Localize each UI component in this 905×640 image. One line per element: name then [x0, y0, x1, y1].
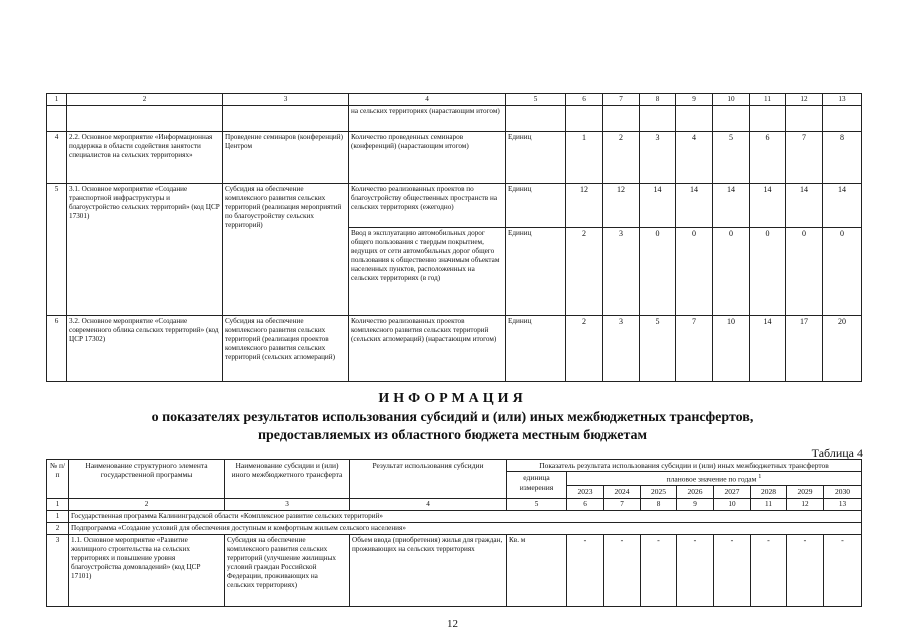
- continuation-table: [46, 93, 862, 382]
- year-cell: 2028: [751, 486, 787, 498]
- col-num: 8: [641, 498, 677, 510]
- col-num: 13: [823, 94, 862, 106]
- unit-cell: Единиц: [506, 132, 566, 184]
- col-num: 4: [349, 94, 506, 106]
- table-row: [47, 534, 862, 606]
- row-number: 6: [47, 316, 67, 382]
- indicator-cell: Количество реализованных проектов по благоустройству общественных пространств на сельских территориях (ежегодно): [349, 184, 506, 228]
- row-number: 3: [47, 534, 69, 606]
- footnote-mark: 1: [758, 473, 762, 481]
- col-num: 3: [223, 94, 349, 106]
- row-number: 5: [47, 184, 67, 316]
- year-cell: 2030: [824, 486, 862, 498]
- value-cell: 14: [750, 184, 786, 228]
- indicator-cell: на сельских территориях (нарастающим итогом): [349, 106, 506, 132]
- value-cell: 0: [676, 228, 713, 316]
- value-cell: 0: [640, 228, 676, 316]
- col-num: 11: [750, 94, 786, 106]
- value-cell: 8: [823, 132, 862, 184]
- table-row: [47, 132, 862, 184]
- value-cell: 6: [750, 132, 786, 184]
- value-cell: -: [677, 534, 714, 606]
- row-number: 4: [47, 132, 67, 184]
- column-number-row: [47, 94, 862, 106]
- year-cell: 2026: [677, 486, 714, 498]
- event-cell: 3.1. Основное мероприятие «Создание транспортной инфраструктуры и благоустройство сельских территорий» (код ЦСР 17301): [67, 184, 223, 316]
- indicator-cell: Количество реализованных проектов комплексного развития сельских территорий (сельских агломераций) (нарастающим итогом): [349, 316, 506, 382]
- indicators-table: [46, 459, 862, 607]
- header-element: Наименование структурного элемента государственной программы: [69, 460, 225, 499]
- value-cell: 2: [566, 228, 603, 316]
- col-num: 10: [714, 498, 751, 510]
- subprogram-row: [47, 522, 862, 534]
- subprogram-name: Подпрограмма «Создание условий для обеспечения доступным и комфортным жильем сельского населения»: [69, 522, 862, 534]
- col-num: 13: [824, 498, 862, 510]
- col-num: 2: [67, 94, 223, 106]
- col-num: 8: [640, 94, 676, 106]
- subtitle-line-1: о показателях результатов использования субсидий и (или) иных межбюджетных трансфертов,: [151, 410, 754, 425]
- value-cell: 0: [823, 228, 862, 316]
- col-num: 9: [676, 94, 713, 106]
- column-number-row: [47, 498, 862, 510]
- col-num: 1: [47, 498, 69, 510]
- value-cell: 5: [640, 316, 676, 382]
- header-unit: единица измерения: [507, 472, 567, 498]
- unit-cell: Единиц: [506, 184, 566, 228]
- col-num: 5: [506, 94, 566, 106]
- value-cell: 3: [603, 316, 640, 382]
- col-num: 11: [751, 498, 787, 510]
- indicator-cell: Количество проведенных семинаров (конференций) (нарастающим итогом): [349, 132, 506, 184]
- table-row: [47, 106, 862, 132]
- value-cell: 5: [713, 132, 750, 184]
- indicator-cell: Ввод в эксплуатацию автомобильных дорог общего пользования с твердым покрытием, ведущих от сети автомобильных дорог общего пользования к общественно значимым объектам населенных пунктов, расположенных на сельских территориях (в год): [349, 228, 506, 316]
- year-cell: 2027: [714, 486, 751, 498]
- header-indicator: Показатель результата использования субсидии и (или) иных межбюджетных трансфертов: [507, 460, 862, 472]
- value-cell: 14: [640, 184, 676, 228]
- value-cell: 0: [786, 228, 823, 316]
- year-cell: 2024: [604, 486, 641, 498]
- year-cell: 2025: [641, 486, 677, 498]
- section-title: ИНФОРМАЦИЯ: [378, 391, 527, 406]
- subsidy-cell: Проведение семинаров (конференций) Центром: [223, 132, 349, 184]
- value-cell: 14: [786, 184, 823, 228]
- value-cell: 14: [713, 184, 750, 228]
- page-number: 12: [447, 618, 458, 630]
- value-cell: -: [787, 534, 824, 606]
- header-no: № п/п: [47, 460, 69, 499]
- value-cell: 20: [823, 316, 862, 382]
- value-cell: -: [604, 534, 641, 606]
- year-cell: 2029: [787, 486, 824, 498]
- unit-cell: Кв. м: [507, 534, 567, 606]
- value-cell: 7: [676, 316, 713, 382]
- subsidy-cell: Субсидия на обеспечение комплексного развития сельских территорий (реализация проектов комплексного развития сельских территорий (сельских агломераций): [223, 316, 349, 382]
- value-cell: -: [824, 534, 862, 606]
- value-cell: 0: [713, 228, 750, 316]
- col-num: 9: [677, 498, 714, 510]
- value-cell: 12: [603, 184, 640, 228]
- value-cell: 3: [640, 132, 676, 184]
- col-num: 5: [507, 498, 567, 510]
- col-num: 10: [713, 94, 750, 106]
- event-cell: 2.2. Основное мероприятие «Информационная поддержка в области содействия занятости специалистов на сельских территориях»: [67, 132, 223, 184]
- col-num: 6: [566, 94, 603, 106]
- col-num: 12: [786, 94, 823, 106]
- value-cell: 12: [566, 184, 603, 228]
- col-num: 4: [350, 498, 507, 510]
- col-num: 1: [47, 94, 67, 106]
- value-cell: -: [751, 534, 787, 606]
- header-row: [47, 460, 862, 472]
- program-row: [47, 510, 862, 522]
- value-cell: 14: [823, 184, 862, 228]
- subsidy-cell: Субсидия на обеспечение комплексного развития сельских территорий (реализация мероприятий по благоустройству сельских территорий): [223, 184, 349, 316]
- year-cell: 2023: [567, 486, 604, 498]
- value-cell: 4: [676, 132, 713, 184]
- table-row: [47, 184, 862, 228]
- row-number: 1: [47, 510, 69, 522]
- row-number: 2: [47, 522, 69, 534]
- value-cell: -: [641, 534, 677, 606]
- value-cell: 2: [566, 316, 603, 382]
- value-cell: 14: [676, 184, 713, 228]
- element-cell: 1.1. Основное мероприятие «Развитие жилищного строительства на сельских территориях и повышение уровня благоустройства домовладений» (код ЦСР 17101): [69, 534, 225, 606]
- header-result: Результат использования субсидии: [350, 460, 507, 499]
- value-cell: 0: [750, 228, 786, 316]
- event-cell: 3.2. Основное мероприятие «Создание современного облика сельских территорий» (код ЦСР 17302): [67, 316, 223, 382]
- value-cell: -: [567, 534, 604, 606]
- unit-cell: Единиц: [506, 228, 566, 316]
- col-num: 7: [604, 498, 641, 510]
- value-cell: 7: [786, 132, 823, 184]
- header-subsidy: Наименование субсидии и (или) иного межбюджетного трансферта: [225, 460, 350, 499]
- header-planned: плановое значение по годам $^1$: [567, 472, 862, 486]
- value-cell: -: [714, 534, 751, 606]
- result-cell: Объем ввода (приобретения) жилья для граждан, проживающих на сельских территориях: [350, 534, 507, 606]
- col-num: 12: [787, 498, 824, 510]
- value-cell: 14: [750, 316, 786, 382]
- unit-cell: Единиц: [506, 316, 566, 382]
- col-num: 2: [69, 498, 225, 510]
- program-name: Государственная программа Калининградской области «Комплексное развитие сельских территорий»: [69, 510, 862, 522]
- value-cell: 3: [603, 228, 640, 316]
- col-num: 6: [567, 498, 604, 510]
- value-cell: 2: [603, 132, 640, 184]
- table-row: [47, 316, 862, 382]
- subtitle-line-2: предоставляемых из областного бюджета местным бюджетам: [257, 428, 648, 443]
- table-label: Таблица 4: [811, 446, 863, 460]
- col-num: 3: [225, 498, 350, 510]
- section-subtitle: [60, 409, 845, 445]
- value-cell: 17: [786, 316, 823, 382]
- value-cell: 1: [566, 132, 603, 184]
- subsidy-cell: Субсидия на обеспечение комплексного развития сельских территорий (улучшение жилищных условий граждан Российской Федерации, проживающих на сельских территориях): [225, 534, 350, 606]
- value-cell: 10: [713, 316, 750, 382]
- col-num: 7: [603, 94, 640, 106]
